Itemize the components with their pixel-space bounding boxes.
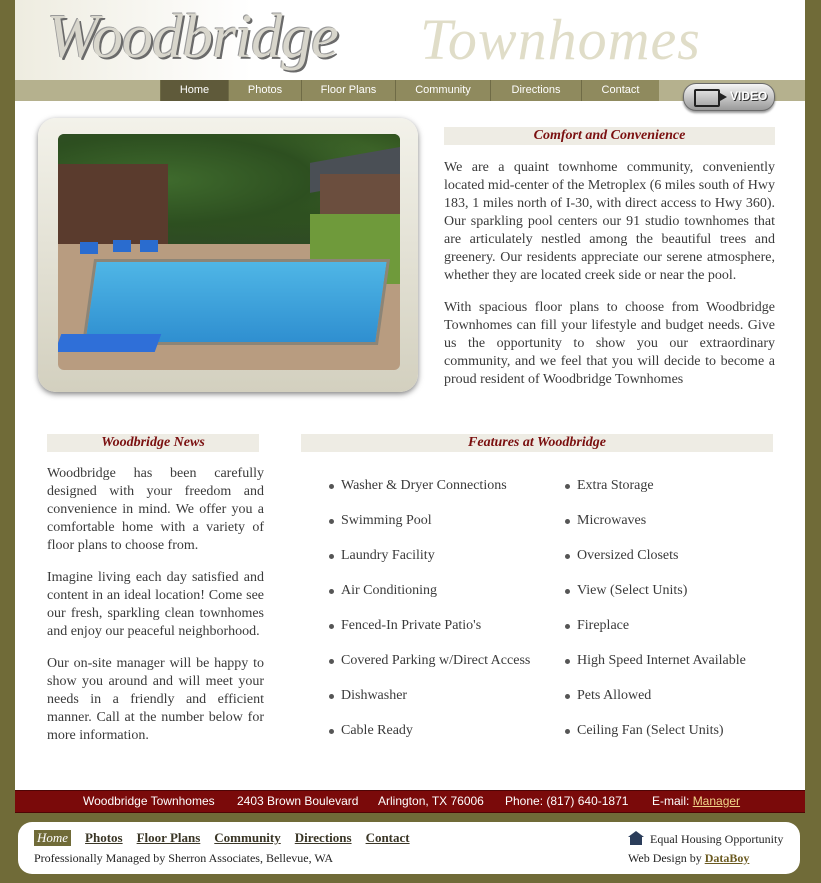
main-nav [160,80,659,101]
footer-email [652,791,740,812]
feature-item: Fenced-In Private Patio's [329,616,559,651]
video-camera-icon [694,89,720,107]
site-header [15,0,805,80]
feature-item: Cable Ready [329,721,559,756]
nav-contact[interactable]: Contact [581,80,659,101]
pool-photo-frame [38,118,418,392]
web-design-credit [628,851,749,866]
managed-by: Professionally Managed by Sherron Associates, Bellevue, WA [34,851,334,865]
features-list-left [329,476,559,756]
feature-item: Extra Storage [565,476,785,511]
bottom-nav-directions[interactable]: Directions [294,830,352,845]
web-design-label: Web Design by [628,851,702,865]
feature-item: Fireplace [565,616,785,651]
feature-item: Laundry Facility [329,546,559,581]
page-container [15,0,805,790]
feature-item: Oversized Closets [565,546,785,581]
footer-email-label: E-mail: [652,794,690,808]
logo-woodbridge[interactable]: Woodbridge [47,3,338,71]
feature-item: Covered Parking w/Direct Access [329,651,559,686]
pool-photo [58,134,400,370]
bottom-nav-home[interactable]: Home [34,830,71,846]
feature-item: Dishwasher [329,686,559,721]
comfort-heading: Comfort and Convenience [444,127,775,145]
footer-name: Woodbridge Townhomes [83,794,215,808]
feature-item: High Speed Internet Available [565,651,785,686]
equal-housing [628,831,783,847]
bottom-nav-photos[interactable]: Photos [85,830,123,845]
news-text [47,465,264,759]
bottom-nav-contact[interactable]: Contact [365,830,410,845]
feature-item: Ceiling Fan (Select Units) [565,721,785,756]
nav-home[interactable]: Home [160,80,228,101]
bottom-nav [34,830,410,846]
features-heading: Features at Woodbridge [301,434,773,452]
footer-phone: Phone: (817) 640-1871 [505,794,629,808]
equal-housing-icon [628,831,644,845]
contact-strip [15,790,805,813]
bottom-panel [18,822,800,874]
web-design-link[interactable]: DataBoy [704,851,750,865]
video-button[interactable] [683,83,775,111]
bottom-nav-community[interactable]: Community [214,830,281,845]
feature-item: Washer & Dryer Connections [329,476,559,511]
nav-community[interactable]: Community [395,80,490,101]
news-paragraph: Our on-site manager will be happy to show you around and will meet your needs in a friendly and efficient manner. Call at the number below for more information. [47,656,264,743]
bottom-nav-floor-plans[interactable]: Floor Plans [136,830,201,845]
comfort-text [444,159,775,403]
footer-city: Arlington, TX 76006 [378,794,484,808]
features-list-right [565,476,785,756]
logo-townhomes: Townhomes [420,7,701,72]
footer-email-link[interactable]: Manager [692,794,741,808]
nav-floor-plans[interactable]: Floor Plans [301,80,395,101]
feature-item: Pets Allowed [565,686,785,721]
comfort-paragraph: With spacious floor plans to choose from Woodbridge Townhomes can fill your lifestyle and budget needs. Give us the opportunity to show you our extraordinary community, and we feel that you will decide to become a proud resident of Woodbridge Townhomes [444,300,775,387]
footer-address: 2403 Brown Boulevard [237,794,359,808]
news-paragraph: Imagine living each day satisfied and content in an ideal location! Come see our fresh, sparkling clean townhomes and enjoy our peaceful neighborhood. [47,570,264,639]
news-heading: Woodbridge News [47,434,259,452]
nav-directions[interactable]: Directions [490,80,581,101]
feature-item: View (Select Units) [565,581,785,616]
comfort-paragraph: We are a quaint townhome community, conveniently located mid-center of the Metroplex (6 miles south of Hwy 183, 1 miles north of I-30, with direct access to Hwy 360). Our sparkling pool centers our 91 studio townhomes that are articulately nestled among the beautiful trees and greenery. Our residents appreciate our serene atmosphere, whether they are located creek side or near the pool. [444,160,775,283]
feature-item: Air Conditioning [329,581,559,616]
feature-item: Swimming Pool [329,511,559,546]
nav-photos[interactable]: Photos [228,80,301,101]
news-paragraph: Woodbridge has been carefully designed with your freedom and convenience in mind. We offer you a comfortable home with a variety of floor plans to choose from. [47,466,264,553]
feature-item: Microwaves [565,511,785,546]
video-label: VIDEO [730,89,768,103]
equal-housing-label: Equal Housing Opportunity [650,832,784,846]
